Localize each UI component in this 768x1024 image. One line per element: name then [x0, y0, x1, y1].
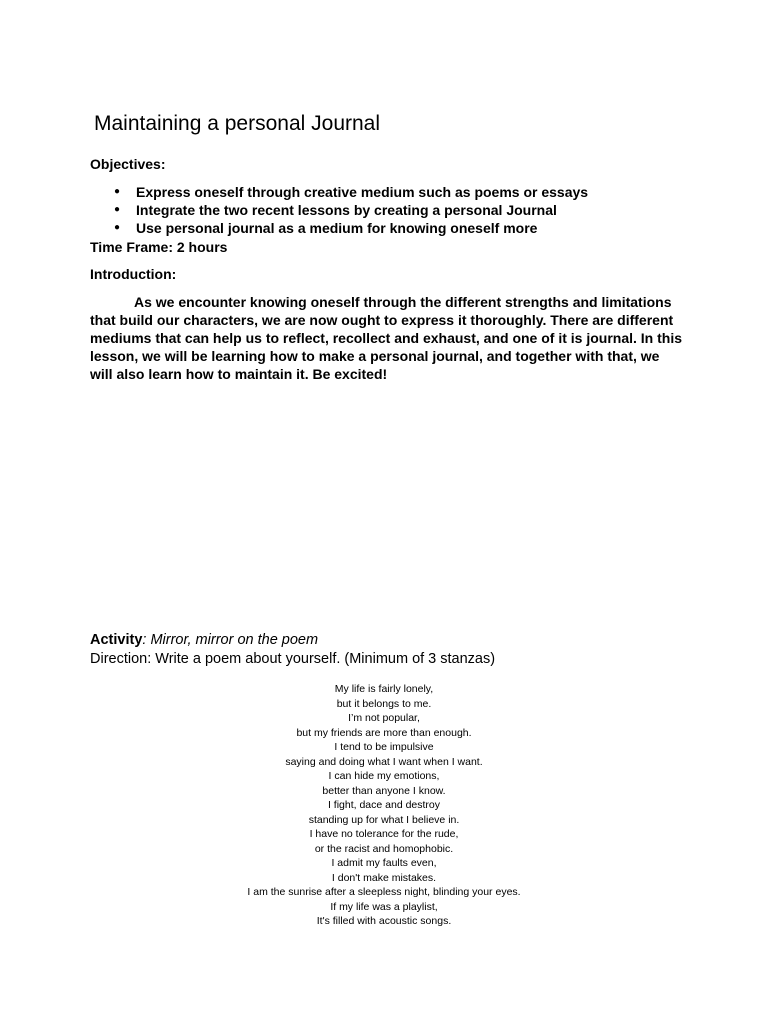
poem-line: better than anyone I know.: [322, 784, 446, 797]
activity-title: Mirror, mirror on the poem: [150, 632, 319, 648]
time-frame: Time Frame: 2 hours: [90, 239, 228, 255]
poem: [0, 682, 768, 929]
document-title: Maintaining a personal Journal: [94, 112, 381, 135]
activity-line: [90, 632, 318, 648]
poem-line: I don't make mistakes.: [331, 871, 437, 884]
poem-line: My life is fairly lonely,: [334, 683, 434, 695]
objective-text: Express oneself through creative medium such as poems or essays: [136, 184, 589, 200]
poem-line: I’m not popular,: [348, 712, 420, 724]
activity-label: Activity: [90, 632, 143, 648]
activity-separator: :: [142, 632, 151, 648]
activity-direction: Direction: Write a poem about yourself. (Minimum of 3 stanzas): [90, 651, 496, 667]
objectives-heading: Objectives:: [90, 156, 166, 172]
bullet-icon: ●: [114, 204, 121, 215]
introduction-paragraph: [90, 293, 685, 383]
poem-line: I am the sunrise after a sleepless night, blinding your eyes.: [247, 886, 521, 898]
poem-line: standing up for what I believe in.: [308, 813, 460, 826]
poem-line: but it belongs to me.: [336, 697, 432, 710]
poem-line: or the racist and homophobic.: [314, 842, 454, 855]
objective-item: [90, 183, 588, 201]
bullet-icon: ●: [114, 222, 121, 233]
poem-line: If my life was a playlist,: [330, 900, 438, 913]
poem-line: It's filled with acoustic songs.: [316, 915, 452, 927]
introduction-heading: Introduction:: [90, 266, 177, 282]
objective-item: [90, 201, 588, 219]
poem-line: but my friends are more than enough.: [296, 726, 472, 739]
poem-line: saying and doing what I want when I want.: [285, 755, 483, 768]
objective-item: [90, 219, 588, 237]
objective-text: Use personal journal as a medium for knowing oneself more: [136, 220, 538, 236]
introduction-text: As we encounter knowing oneself through the different strengths and limitations that build our characters, we are now ought to express it thoroughly. There are different mediums that can help us to reflect, recollect and exhaust, and one of it is journal. In this lesson, we will be learning how to make a personal journal, and together with that, we will also learn how to maintain it. Be excited!: [90, 294, 682, 382]
bullet-icon: ●: [114, 186, 121, 197]
poem-line: I have no tolerance for the rude,: [309, 828, 459, 840]
objective-text: Integrate the two recent lessons by creating a personal Journal: [136, 202, 557, 218]
poem-line: I tend to be impulsive: [334, 741, 434, 753]
poem-line: I admit my faults even,: [331, 857, 437, 869]
poem-line: I fight, dace and destroy: [327, 799, 441, 811]
poem-line: I can hide my emotions,: [328, 770, 440, 782]
objectives-list: [90, 183, 588, 237]
